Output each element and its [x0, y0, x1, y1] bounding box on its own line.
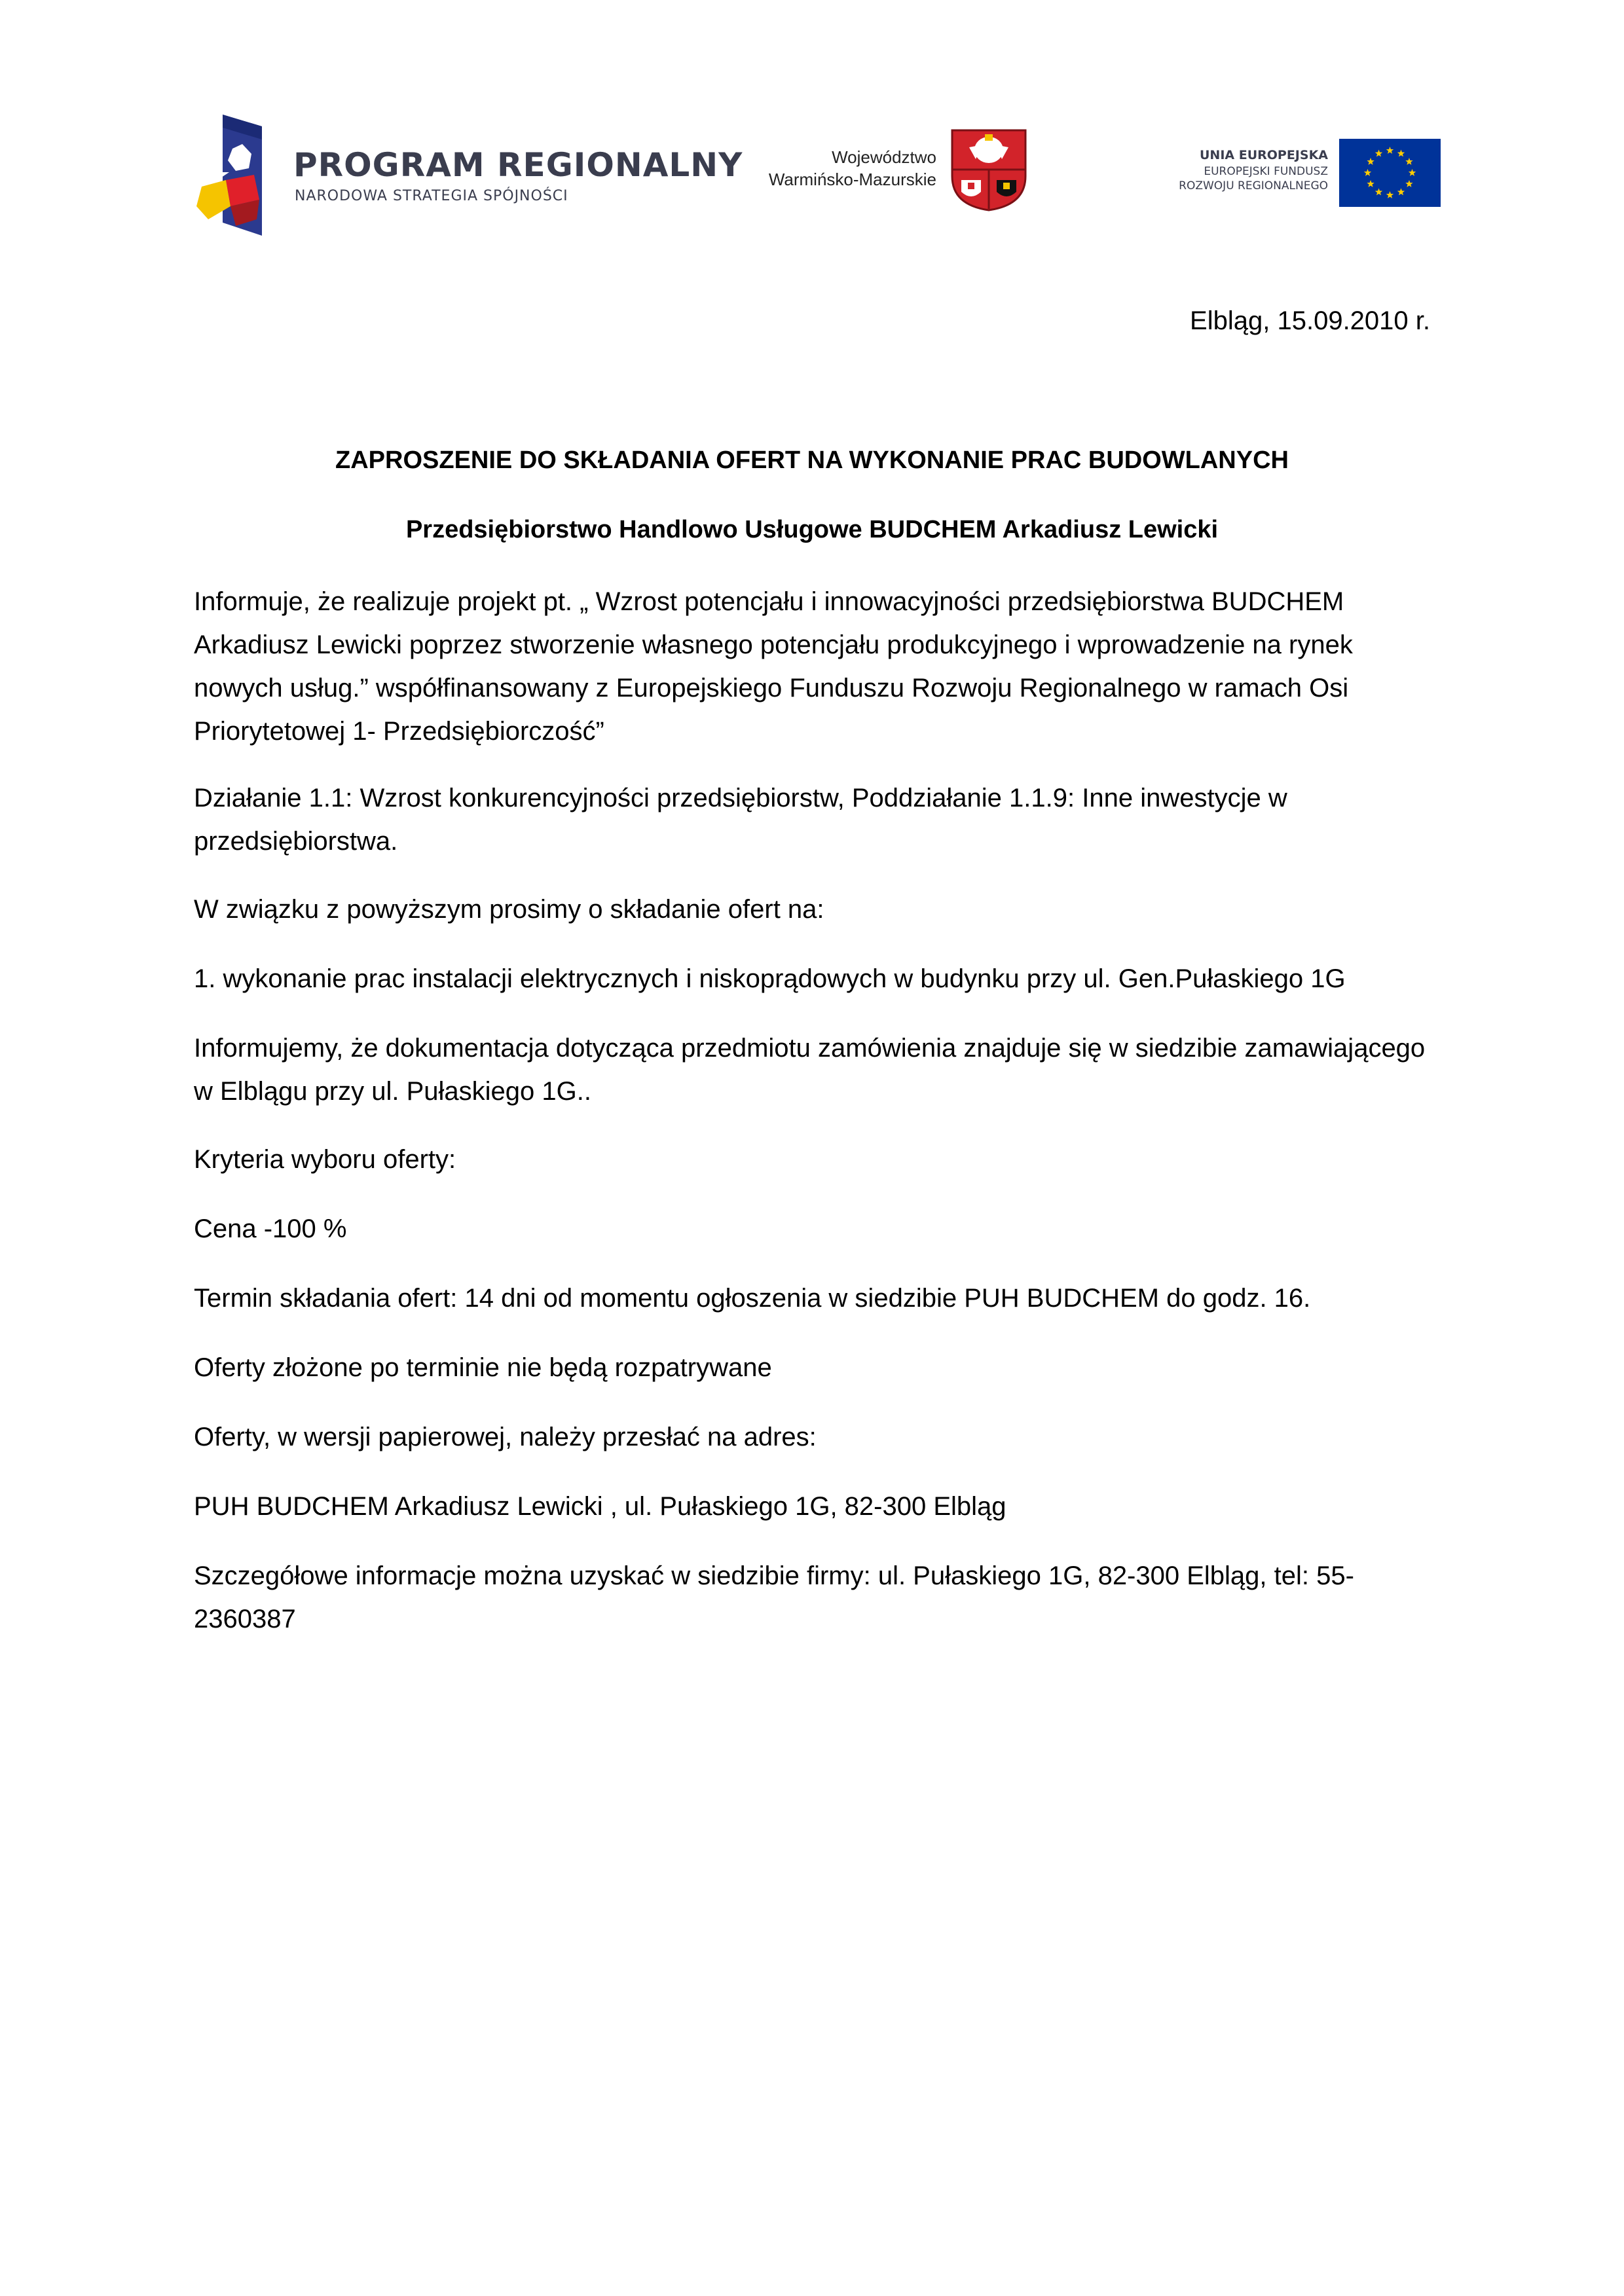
document-date: Elbląg, 15.09.2010 r.: [1190, 306, 1430, 335]
voivodeship-line1: Województwo: [832, 147, 936, 167]
program-regionalny-logo: [196, 115, 743, 236]
paragraph-contact: Szczegółowe informacje można uzyskać w siedzibie firmy: ul. Pułaskiego 1G, 82-300 Elbląg, tel: 55-2360387: [194, 1561, 1354, 1633]
paragraph-action: Działanie 1.1: Wzrost konkurencyjności przedsiębiorstw, Poddziałanie 1.1.9: Inne inwestycje w przedsiębiorstwa.: [194, 784, 1287, 856]
eu-line2: EUROPEJSKI FUNDUSZ: [1204, 165, 1328, 178]
paragraph-intro: Informuje, że realizuje projekt pt. „ Wzrost potencjału i innowacyjności przedsiębiorstwa BUDCHEM Arkadiusz Lewicki poprzez stworzenie własnego potencjału produkcyjnego i wprowadzenie na rynek nowych usług.” współfinansowany z Europejskiego Funduszu Rozwoju Regionalnego w ramach Osi Priorytetowej 1- Przedsiębiorczość”: [194, 587, 1353, 746]
paragraph-documentation: Informujemy, że dokumentacja dotycząca przedmiotu zamówienia znajduje się w siedzibie zamawiającego w Elblągu przy ul. Pułaskiego 1G..: [194, 1034, 1426, 1106]
document-title: ZAPROSZENIE DO SKŁADANIA OFERT NA WYKONANIE PRAC BUDOWLANYCH: [335, 446, 1289, 474]
voivodeship-line2: Warmińsko-Mazurskie: [768, 170, 936, 189]
paragraph-criteria-label: Kryteria wyboru oferty:: [194, 1145, 456, 1174]
paragraph-late-offers: Oferty złożone po terminie nie będą rozpatrywane: [194, 1353, 772, 1382]
paragraph-paper-offers: Oferty, w wersji papierowej, należy przesłać na adres:: [194, 1423, 817, 1451]
company-name: Przedsiębiorstwo Handlowo Usługowe BUDCHEM Arkadiusz Lewicki: [405, 516, 1219, 543]
program-title: PROGRAM REGIONALNY: [293, 146, 743, 184]
program-subtitle: NARODOWA STRATEGIA SPÓJNOŚCI: [295, 188, 568, 204]
page-header: [0, 0, 1624, 262]
eu-line1: UNIA EUROPEJSKA: [1200, 148, 1328, 162]
paragraph-request: W związku z powyższym prosimy o składanie ofert na:: [194, 895, 824, 924]
paragraph-deadline: Termin składania ofert: 14 dni od momentu ogłoszenia w siedzibie PUH BUDCHEM do godz. 16.: [194, 1284, 1311, 1313]
eu-line3: ROZWOJU REGIONALNEGO: [1179, 179, 1328, 192]
paragraph-address: PUH BUDCHEM Arkadiusz Lewicki , ul. Pułaskiego 1G, 82-300 Elbląg: [194, 1492, 1006, 1521]
eu-logo: [1153, 139, 1441, 207]
voivodeship-logo: [733, 128, 1035, 219]
paragraph-item-1: 1. wykonanie prac instalacji elektrycznych i niskoprądowych w budynku przy ul. Gen.Pułaskiego 1G: [194, 964, 1346, 993]
program-regionalny-emblem-icon: [196, 115, 288, 236]
paragraph-price: Cena -100 %: [194, 1214, 347, 1243]
eu-flag-icon: [1339, 139, 1441, 207]
voivodeship-crest-icon: [950, 128, 1028, 213]
